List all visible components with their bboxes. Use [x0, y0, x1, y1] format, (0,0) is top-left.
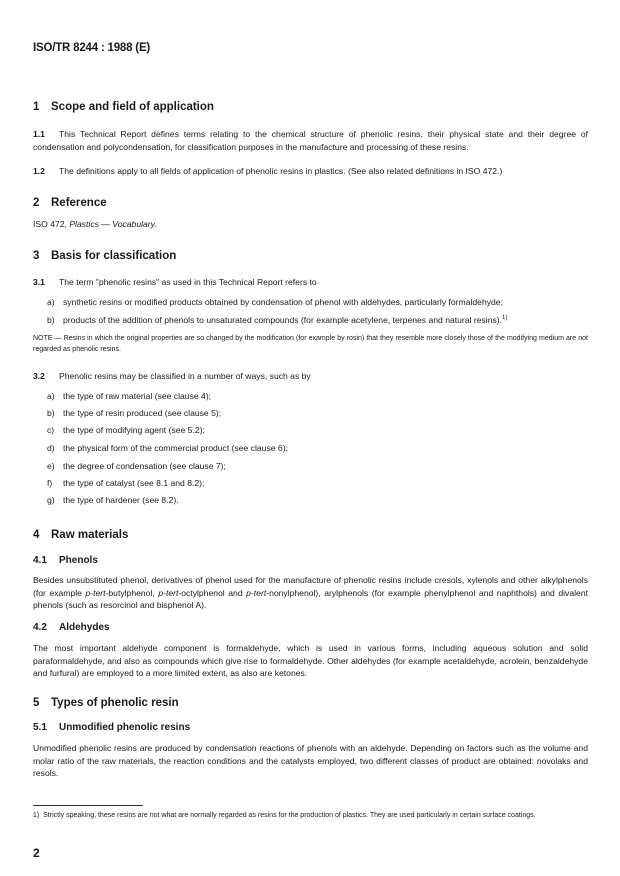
subsection-4-1-heading	[33, 555, 98, 566]
subsection-title: Unmodified phenolic resins	[59, 722, 191, 733]
section-1-heading	[33, 101, 214, 113]
clause-1-2	[33, 165, 588, 178]
list-label: g)	[47, 495, 55, 505]
unmodified-resins-paragraph: Unmodified phenolic resins are produced by condensation reactions of phenols with an aldehyde. Depending on factors such as the volume and molar ratio of the raw materials, the reaction conditions and the catalysts employed, two different classes of product are obtained: novolaks and resols.	[33, 743, 588, 778]
list-text: the type of hardener (see 8.2).	[63, 495, 179, 505]
list-text: the type of resin produced (see clause 5);	[63, 408, 222, 418]
list-item	[47, 424, 587, 437]
list-item	[47, 442, 587, 455]
italic-run: p-tert-	[158, 587, 182, 598]
page-number: 2	[33, 846, 40, 860]
list-label: b)	[47, 315, 55, 325]
text-run: nonylphenol), arylphenols (for example phenylphenol and naphthols) and divalent phenols (such as resorcinol and bisphenol A).	[33, 587, 588, 610]
text-run: butylphenol,	[108, 587, 159, 598]
list-text: the degree of condensation (see clause 7);	[63, 461, 226, 471]
clause-number: 3.2	[33, 371, 45, 381]
section-number: 5	[33, 697, 40, 709]
list-item	[47, 477, 587, 490]
list-label: d)	[47, 443, 55, 453]
text-run: Besides unsubstituted phenol, derivatives of phenol used for the manufacture of phenolic resins include cresols, xylenols and other alkylphenols (for example	[33, 575, 588, 598]
section-3-heading	[33, 250, 176, 262]
footnote-label: 1)	[33, 812, 40, 819]
footnote-divider	[33, 805, 143, 806]
section-number: 1	[33, 101, 40, 113]
list-text: the type of modifying agent (see 5.2);	[63, 425, 205, 435]
section-5-heading	[33, 697, 179, 709]
list-item	[47, 407, 587, 420]
list-label: b)	[47, 408, 55, 418]
subsection-4-2-heading	[33, 622, 110, 633]
clause-number: 3.1	[33, 277, 45, 287]
reference-text	[33, 218, 588, 231]
list-item	[47, 296, 587, 309]
list-label: a)	[47, 391, 55, 401]
subsection-title: Phenols	[59, 555, 98, 566]
section-number: 3	[33, 250, 40, 262]
section-title: Basis for classification	[51, 250, 177, 262]
list-item	[47, 390, 587, 403]
clause-text: This Technical Report defines terms relating to the chemical structure of phenolic resins, their physical state and their degree of condensation and polycondensation, for classification purposes in the manufacture and processing of these resins.	[33, 129, 588, 152]
document-header: ISO/TR 8244 : 1988 (E)	[33, 42, 151, 54]
italic-run: p-tert-	[246, 587, 270, 598]
aldehydes-paragraph: The most important aldehyde component is formaldehyde, which is used in various forms, including aqueous solution and solid paraformaldehyde, and also as compounds which give rise to formaldehyde. Other aldehydes (for example acetaldehyde, acrolein, benzaldehyde and furfural) are employed to a more limited extent, as also are ketones.	[33, 643, 588, 678]
list-text: synthetic resins or modified products obtained by condensation of phenol with aldehydes, particularly formaldehyde;	[63, 297, 503, 307]
text-run: octylphenol and	[181, 587, 247, 598]
clause-text: Phenolic resins may be classified in a number of ways, such as by	[59, 371, 311, 381]
footnote-reference: 1)	[502, 315, 508, 322]
list-label: e)	[47, 461, 55, 471]
list-label: f)	[47, 478, 53, 488]
subsection-5-1-heading	[33, 722, 190, 733]
section-title: Raw materials	[51, 529, 129, 541]
footnote-text: Strictly speaking, these resins are not what are normally regarded as resins for the production of plastics. They are used particularly in certain surface coatings.	[43, 812, 536, 819]
section-number: 4	[33, 529, 40, 541]
footnote	[33, 811, 588, 822]
clause-3-2	[33, 370, 588, 383]
reference-title: Plastics — Vocabulary.	[69, 219, 157, 229]
clause-text: The definitions apply to all fields of application of phenolic resins in plastics. (See also related definitions in ISO 472.)	[59, 166, 503, 176]
section-2-heading	[33, 197, 107, 209]
subsection-number: 4.1	[33, 555, 47, 566]
list-label: a)	[47, 297, 55, 307]
list-item	[47, 494, 587, 507]
list-text: the type of catalyst (see 8.1 and 8.2);	[63, 478, 205, 488]
clause-3-1	[33, 276, 588, 289]
list-text: the physical form of the commercial product (see clause 6);	[63, 443, 288, 453]
reference-id: ISO 472,	[33, 219, 70, 229]
italic-run: p-tert-	[85, 587, 109, 598]
section-title: Types of phenolic resin	[51, 697, 179, 709]
section-title: Scope and field of application	[51, 101, 214, 113]
subsection-title: Aldehydes	[59, 622, 110, 633]
list-item	[47, 314, 587, 327]
clause-1-1	[33, 128, 588, 153]
list-text: the type of raw material (see clause 4);	[63, 391, 212, 401]
list-label: c)	[47, 425, 55, 435]
list-text: products of the addition of phenols to unsaturated compounds (for example acetylene, terpenes and natural resins).	[63, 315, 503, 325]
note-text: NOTE — Resins in which the original properties are so changed by the modification (for example by rosin) that they resemble more closely those of the modifying medium are not regarded as phenolic resins.	[33, 335, 588, 353]
clause-number: 1.2	[33, 166, 45, 176]
phenols-paragraph	[33, 574, 588, 612]
section-4-heading	[33, 529, 128, 541]
list-item	[47, 460, 587, 473]
subsection-number: 5.1	[33, 722, 47, 733]
clause-text: The term "phenolic resins" as used in this Technical Report refers to	[59, 277, 317, 287]
section-number: 2	[33, 197, 40, 209]
subsection-number: 4.2	[33, 622, 47, 633]
clause-number: 1.1	[33, 129, 45, 139]
section-title: Reference	[51, 197, 107, 209]
